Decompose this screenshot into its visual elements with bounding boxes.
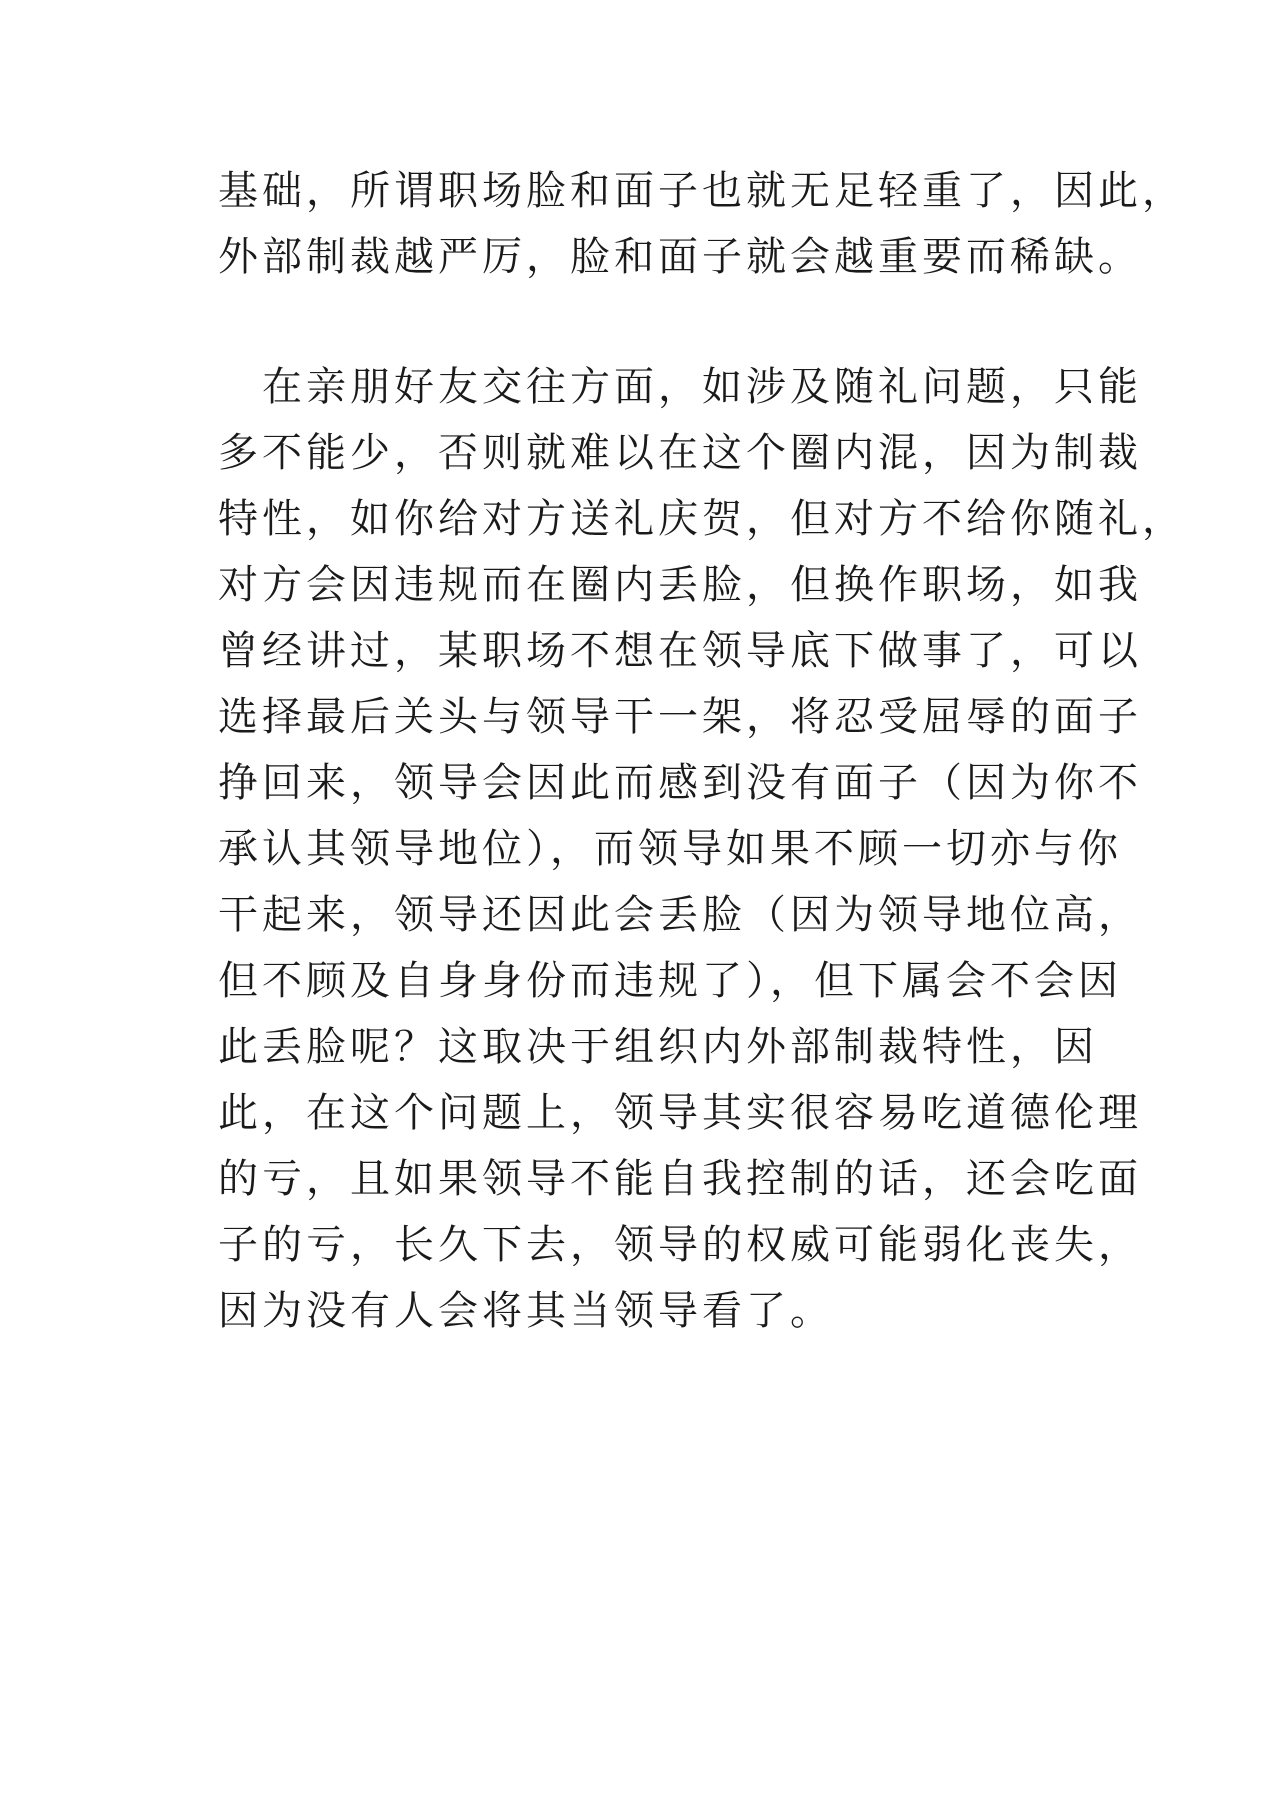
paragraph-2 bbox=[218, 354, 1186, 1344]
text-line: 此，在这个问题上，领导其实很容易吃道德伦理 bbox=[218, 1090, 1142, 1136]
text-line: 多不能少，否则就难以在这个圈内混，因为制裁 bbox=[218, 430, 1142, 476]
text-line: 选择最后关头与领导干一架，将忍受屈辱的面子 bbox=[218, 694, 1142, 740]
text-line: 的亏，且如果领导不能自我控制的话，还会吃面 bbox=[218, 1156, 1142, 1202]
text-line: 子的亏，长久下去，领导的权威可能弱化丧失， bbox=[218, 1222, 1142, 1268]
text-line: 特性，如你给对方送礼庆贺，但对方不给你随礼， bbox=[218, 496, 1186, 542]
text-line: 曾经讲过，某职场不想在领导底下做事了，可以 bbox=[218, 628, 1142, 674]
text-line: 挣回来，领导会因此而感到没有面子（因为你不 bbox=[218, 760, 1142, 806]
text-line-indented: 在亲朋好友交往方面，如涉及随礼问题，只能 bbox=[262, 364, 1142, 410]
text-line: 此丢脸呢？这取决于组织内外部制裁特性，因 bbox=[218, 1024, 1098, 1070]
text-line: 承认其领导地位），而领导如果不顾一切亦与你 bbox=[218, 826, 1122, 872]
text-line: 外部制裁越严厉，脸和面子就会越重要而稀缺。 bbox=[218, 234, 1142, 280]
text-line: 因为没有人会将其当领导看了。 bbox=[218, 1288, 834, 1334]
paragraph-1 bbox=[218, 158, 1186, 290]
text-line: 基础，所谓职场脸和面子也就无足轻重了，因此， bbox=[218, 168, 1186, 214]
text-line: 干起来，领导还因此会丢脸（因为领导地位高， bbox=[218, 892, 1142, 938]
text-line: 对方会因违规而在圈内丢脸，但换作职场，如我 bbox=[218, 562, 1142, 608]
text-line: 但不顾及自身身份而违规了），但下属会不会因 bbox=[218, 958, 1122, 1004]
